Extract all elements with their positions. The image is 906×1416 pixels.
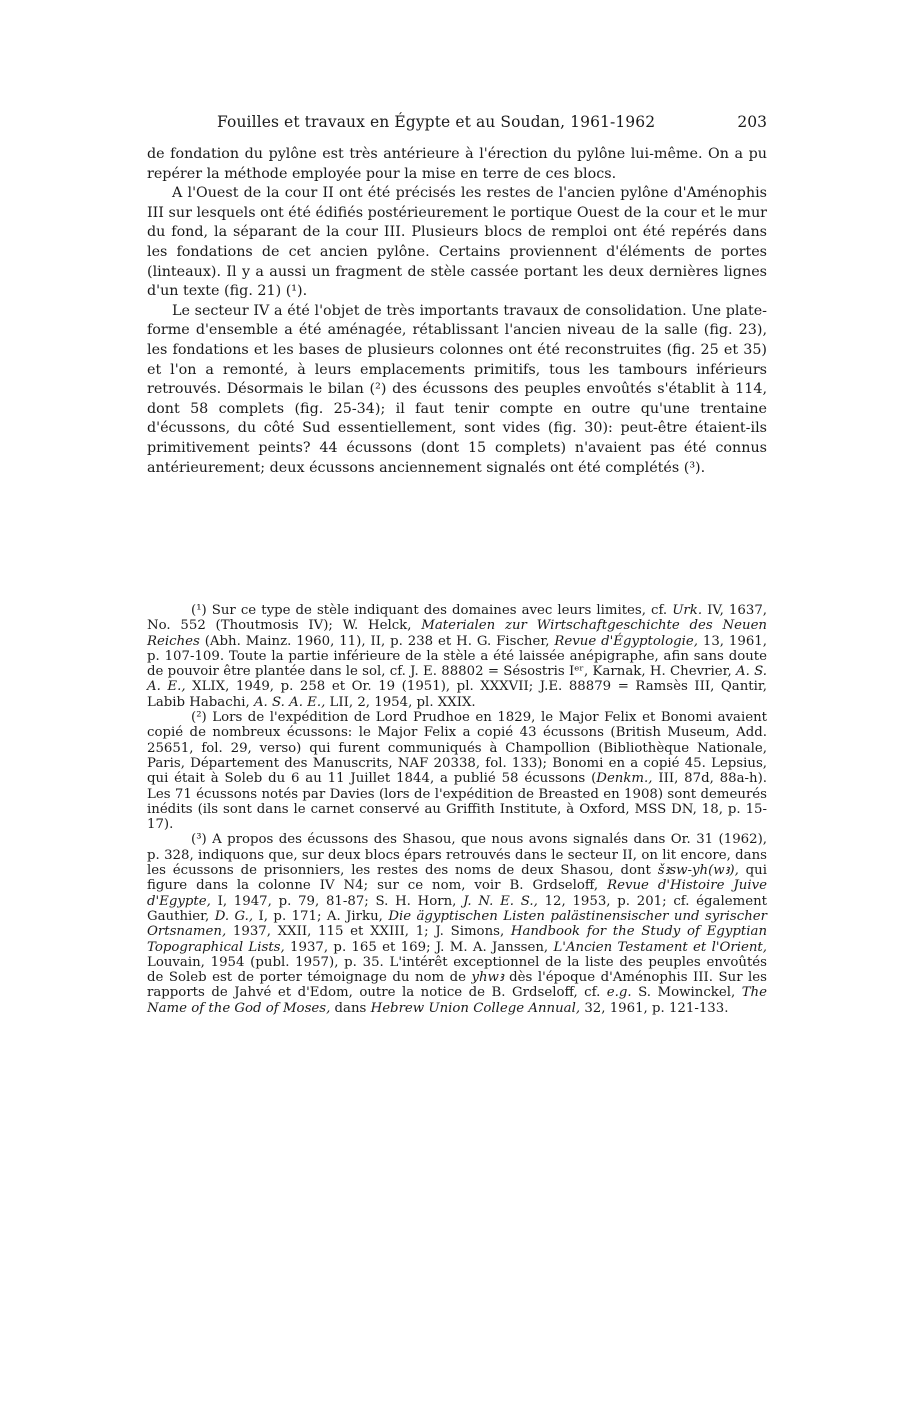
footnote-3: (³) A propos des écussons des Shasou, que nous avons signalés dans Or. 31 (1962), p. 328, indiquons que, sur deux blocs épars retrouvés dans le secteur II, on lit encore, dans les écussons de prisonniers, les restes des noms de deux Shasou, dont šꜣsw-yh(wꜣ), qui figure dans la colonne IV N4; sur ce nom, voir B. Grdseloff, Revue d'Histoire Juive d'Egypte, I, 1947, p. 79, 81-87; S. H. Horn, J. N. E. S., 12, 1953, p. 201; cf. également Gauthier, D. G., I, p. 171; A. Jirku, Die ägyptischen Listen palästinensischer und syrischer Ortsnamen, 1937, XXII, 115 et XXIII, 1; J. Simons, Handbook for the Study of Egyptian Topographical Lists, 1937, p. 165 et 169; J. M. A. Janssen, L'Ancien Testament et l'Orient, Louvain, 1954 (publ. 1957), p. 35. L'intérêt exceptionnel de la liste des peuples envoûtés de Soleb est de porter témoignage du nom de yhwꜣ dès l'époque d'Aménophis III. Sur les rapports de Jahvé et d'Edom, outre la notice de B. Grdseloff, cf. e.g. S. Mowinckel, The Name of the God of Moses, dans Hebrew Union College Annual, 32, 1961, p. 121-133. — [147, 832, 768, 1016]
page-number: 203 — [737, 113, 767, 131]
running-title: Fouilles et travaux en Égypte et au Soudan, 1961-1962 — [217, 113, 656, 131]
footnote-2: (²) Lors de l'expédition de Lord Prudhoe en 1829, le Major Felix et Bonomi avaient copié de nombreux écussons: le Major Felix a copié 43 écussons (British Museum, Add. 25651, fol. 29, verso) qui furent communiqués à Champollion (Bibliothèque Nationale, Paris, Département des Manuscrits, NAF 20338, fol. 133); Bonomi en a copié 45. Lepsius, qui était à Soleb du 6 au 11 Juillet 1844, a publié 58 écussons (Denkm., III, 87d, 88a-h). Les 71 écussons notés par Davies (lors de l'expédition de Breasted en 1908) sont demeurés inédits (ils sont dans le carnet conservé au Griffith Institute, à Oxford, MSS DN, 18, p. 15-17). — [147, 710, 767, 833]
running-header — [147, 113, 767, 135]
main-text — [147, 145, 767, 478]
paragraph-2: A l'Ouest de la cour II ont été précisés les restes de l'ancien pylône d'Aménophis III sur lesquels ont été édifiés postérieurement le portique Ouest de la cour et le mur du fond, la séparant de la cour III. Plusieurs blocs de remploi ont été repérés dans les fondations de cet ancien pylône. Certains proviennent d'éléments de portes (linteaux). Il y a aussi un fragment de stèle cassée portant les deux dernières lignes d'un texte (fig. 21) (¹). — [147, 185, 767, 300]
footnote-1: (¹) Sur ce type de stèle indiquant des domaines avec leurs limites, cf. Urk. IV, 1637, No. 552 (Thoutmosis IV); W. Helck, Materialen zur Wirtschaftgeschichte des Neuen Reiches (Abh. Mainz. 1960, 11), II, p. 238 et H. G. Fischer, Revue d'Égyptologie, 13, 1961, p. 107-109. Toute la partie inférieure de la stèle a été laissée anépigraphe, afin sans doute de pouvoir être plantée dans le sol, cf. J. E. 88802 = Sésostris Iᵉʳ, Karnak, H. Chevrier, A. S. A. E., XLIX, 1949, p. 258 et Or. 19 (1951), pl. XXXVII; J.E. 88879 = Ramsès III, Qantir, Labib Habachi, A. S. A. E., LII, 2, 1954, pl. XXIX. — [147, 603, 767, 710]
paragraph-1: de fondation du pylône est très antérieure à l'érection du pylône lui-même. On a pu repérer la méthode employée pour la mise en terre de ces blocs. — [147, 146, 767, 182]
paragraph-3: Le secteur IV a été l'objet de très importants travaux de consolidation. Une plate-forme d'ensemble a été aménagée, rétablissant l'ancien niveau de la salle (fig. 23), les fondations et les bases de plusieurs colonnes ont été reconstruites (fig. 25 et 35) et l'on a remonté, à leurs emplacements primitifs, tous les tambours inférieurs retrouvés. Désormais le bilan (²) des écussons des peuples envoûtés s'établit à 114, dont 58 complets (fig. 25-34); il faut tenir compte en outre qu'une trentaine d'écussons, du côté Sud essentiellement, sont vides (fig. 30): peut-être étaient-ils primitivement peints? 44 écussons (dont 15 complets) n'avaient pas été connus antérieurement; deux écussons anciennement signalés ont été complétés (³). — [147, 302, 767, 476]
footnotes — [147, 603, 767, 1016]
